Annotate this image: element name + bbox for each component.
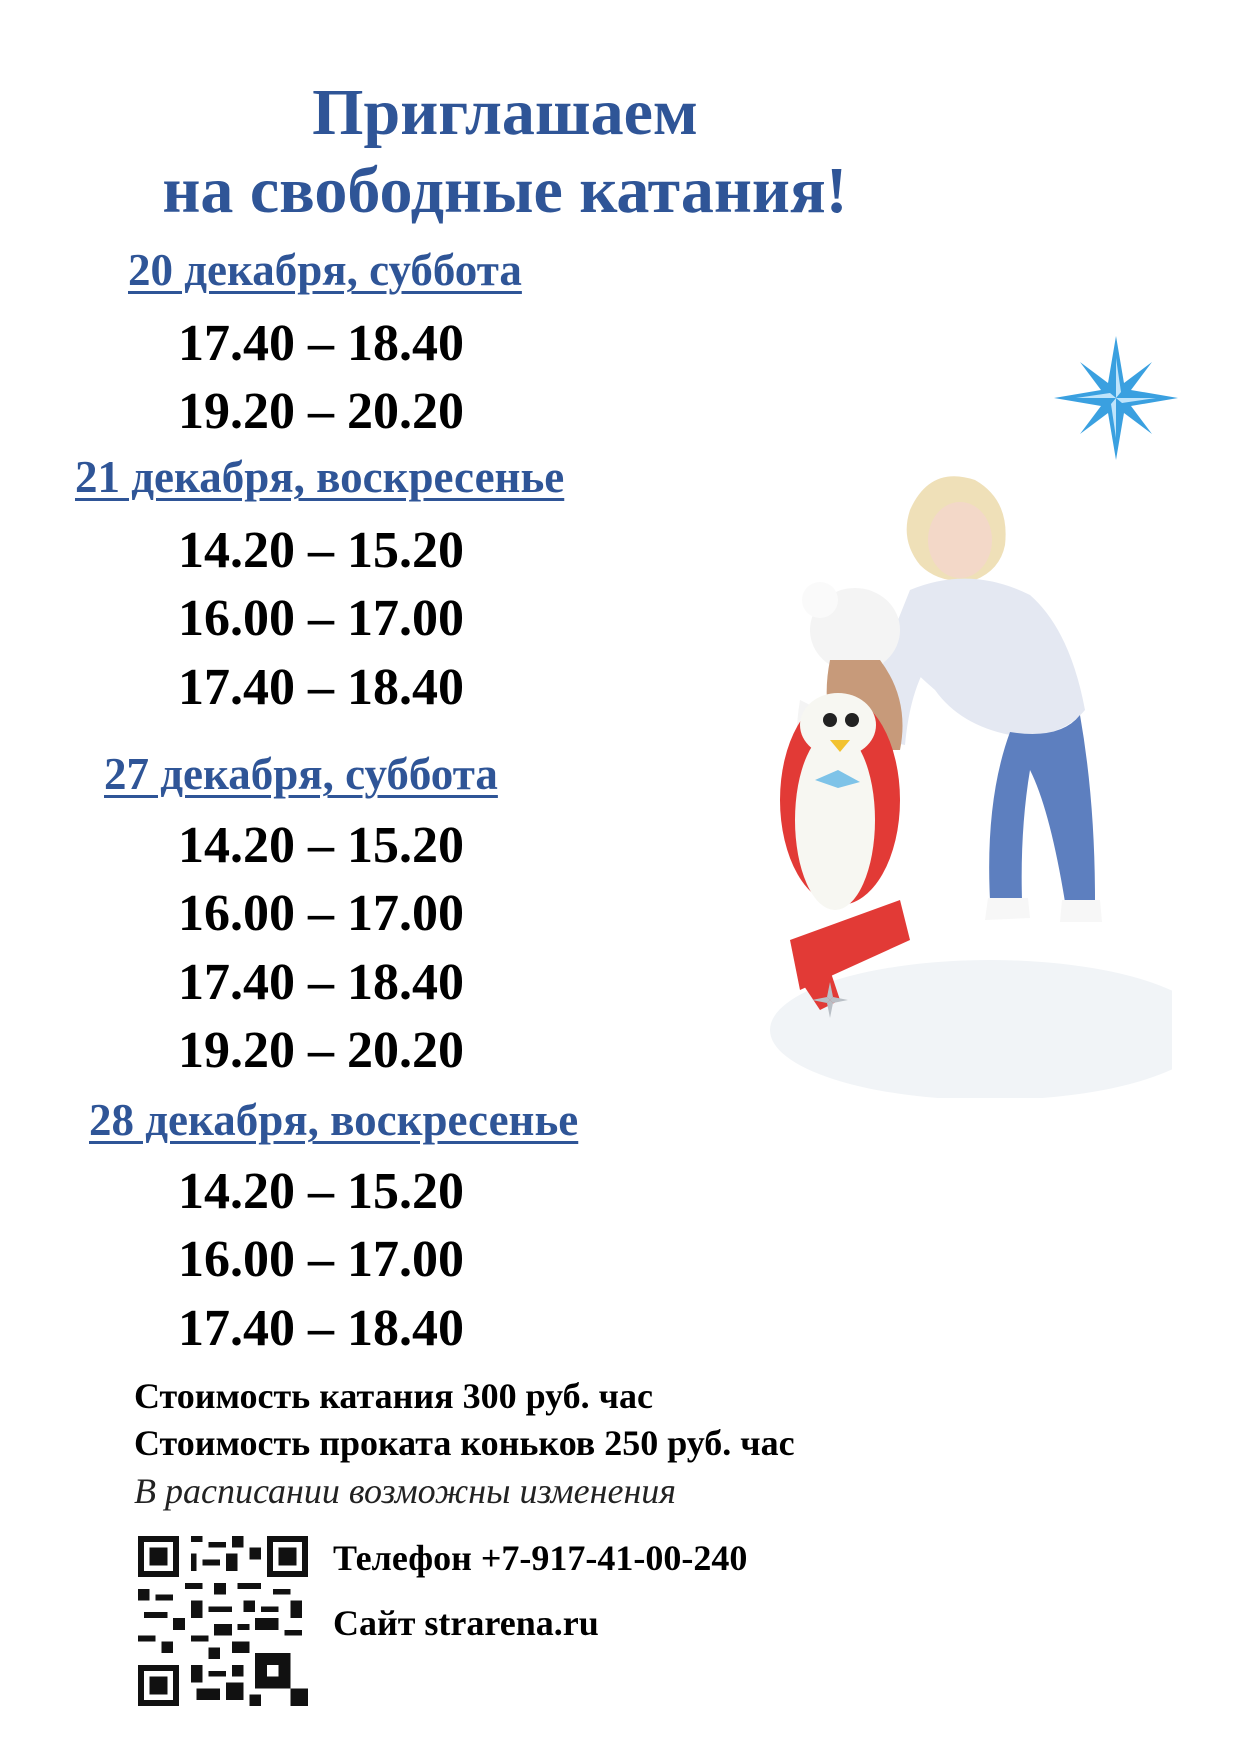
snowflake-icon <box>1052 334 1180 462</box>
time-slot: 17.40 – 18.40 <box>178 315 464 372</box>
time-slot: 16.00 – 17.00 <box>178 885 464 942</box>
time-slot: 19.20 – 20.20 <box>178 1022 464 1079</box>
time-slot: 14.20 – 15.20 <box>178 817 464 874</box>
day-heading: 21 декабря, воскресенье <box>75 452 565 502</box>
time-slot: 17.40 – 18.40 <box>178 954 464 1011</box>
title-line-2: на свободные катания! <box>162 154 848 227</box>
title-line-1: Приглашаем <box>312 76 698 149</box>
price-skating: Стоимость катания 300 руб. час <box>134 1376 653 1416</box>
time-slot: 16.00 – 17.00 <box>178 590 464 647</box>
day-heading: 27 декабря, суббота <box>104 749 498 799</box>
skating-photo <box>760 470 1172 1098</box>
time-slot: 14.20 – 15.20 <box>178 1163 464 1220</box>
qr-code <box>138 1536 308 1706</box>
time-slot: 19.20 – 20.20 <box>178 383 464 440</box>
price-rental: Стоимость проката коньков 250 руб. час <box>134 1423 795 1463</box>
time-slot: 17.40 – 18.40 <box>178 659 464 716</box>
schedule-note: В расписании возможны изменения <box>134 1471 677 1511</box>
woman-face <box>928 502 992 578</box>
phone-text: Телефон +7-917-41-00-240 <box>333 1538 748 1578</box>
day-heading: 20 декабря, суббота <box>128 245 522 295</box>
day-heading: 28 декабря, воскресенье <box>89 1095 579 1145</box>
website-text: Сайт strarena.ru <box>333 1603 599 1643</box>
time-slot: 14.20 – 15.20 <box>178 522 464 579</box>
time-slot: 17.40 – 18.40 <box>178 1300 464 1357</box>
time-slot: 16.00 – 17.00 <box>178 1231 464 1288</box>
